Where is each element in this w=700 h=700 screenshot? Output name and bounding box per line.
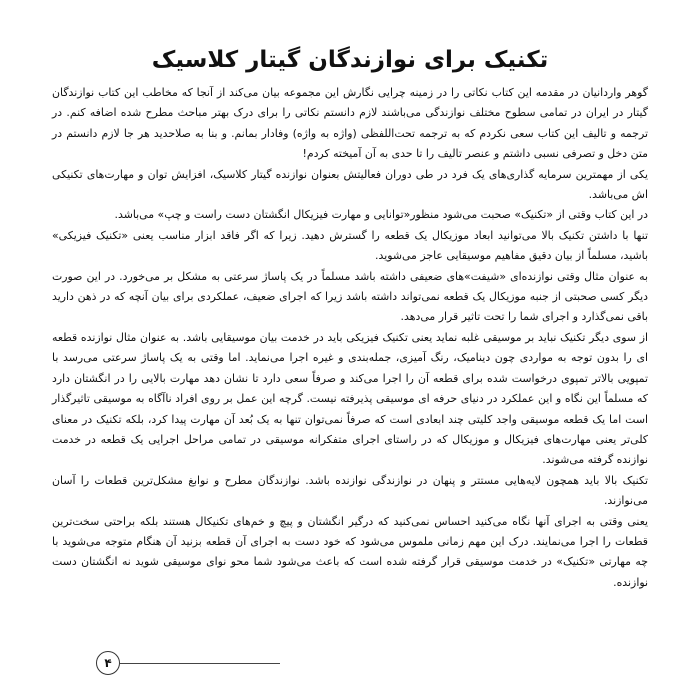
paragraph: به عنوان مثال وقتی نوازنده‌ای «شیفت»های ضعیفی داشته باشد مسلماً در یک پاساژ سرعتی به مشکل بر می‌خورد. در این صورت دیگر کسی صحبتی از جنبه موزیکال یک قطعه نمی‌تواند داشته باشد زیرا که اجرای ضعیف، عملکردی برای بیان آنچه که در ذهن دارید باقی نمی‌گذارد و اجرای شما را تحت تاثیر قرار می‌دهد. <box>52 269 648 324</box>
body-text <box>52 83 648 593</box>
page-number: ۴ <box>96 651 120 675</box>
page-title: تکنیک برای نوازندگان گیتار کلاسیک <box>151 47 549 74</box>
paragraph: تنها با داشتن تکنیک بالا می‌توانید ابعاد موزیکال یک قطعه را گسترش دهید. زیرا که اگر فاقد ابزار مناسب یعنی «تکنیک فیزیکی» باشید، مسلماً از بیان دقیق مفاهیم موسیقایی عاجز می‌شوید. <box>52 228 648 263</box>
paragraph: یعنی وقتی به اجرای آنها نگاه می‌کنید احساس نمی‌کنید که درگیر انگشتان و پیچ و خم‌های تکنیکال هستند بلکه براحتی سخت‌ترین قطعات را اجرا می‌نمایند. درک این مهم زمانی ملموس می‌شود که خود دست به اجرای آن قطعه بزنید آن هنگام متوجه می‌شوید با چه مهارتی «تکنیک» در خدمت موسیقی قرار گرفته شده است که باعث می‌شود شما محو نوای موسیقی شوید نه انگشتان دست نوازنده. <box>52 514 648 589</box>
paragraph: از سوی دیگر تکنیک نباید بر موسیقی غلبه نماید یعنی تکنیک فیزیکی باید در خدمت بیان موسیقایی باشد. به عنوان مثال نوازنده قطعه ای را بدون توجه به مواردی چون دینامیک، رنگ آمیزی، جمله‌بندی و غیره اجرا می‌نماید. اما وقتی به یک پاساژ سرعتی می‌رسد با تمپویی بالاتر تمپوی درخواست شده برای قطعه آن را اجرا می‌کند و صرفاً سعی دارد تا نشان دهد مهارت بالایی را در انگشتان دارد که مسلماً این نگاه و این عملکرد در دنیای حرفه ای موسیقی پذیرفته نیست. گرچه این عمل بر روی افراد ناآگاه به موسیقی تاثیرگذار است اما یک قطعه موسیقی واجد کلیتی چند ابعادی است که صرفاً نمی‌توان تنها به یک بُعد آن مهارت پیدا کرد، بلکه تکنیک در معنای کلی‌تر یعنی مهارت‌های فیزیکال و موزیکال که در راستای اجرای متفکرانه موسیقی در تمامی مراحل اجرایی یک قطعه در خدمت نوازنده گرفته می‌شوند. <box>52 330 648 467</box>
paragraph: یکی از مهمترین سرمایه گذاری‌های یک فرد در طی دوران فعالیتش بعنوان نوازنده گیتار کلاسیک، افزایش توان و مهارت‌های تکنیکی اش می‌باشد. <box>52 167 648 202</box>
page-footer <box>96 651 286 675</box>
paragraph: در این کتاب وقتی از «تکنیک» صحبت می‌شود منظور«توانایی و مهارت فیزیکال انگشتان دست راست و چپ» می‌باشد. <box>114 208 648 222</box>
paragraph: گوهر واردانیان در مقدمه این کتاب نکاتی را در زمینه چرایی نگارش این مجموعه بیان می‌کند از آنجا که مخاطب این کتاب نوازندگان گیتار در ایران در تمامی سطوح مختلف نوازندگی می‌باشند لازم دانستم نکاتی را برای درک بهتر مباحث مطرح شده اضافه کنم. در ترجمه و تالیف این کتاب سعی نکردم که به ترجمه تحت‌اللفظی (واژه به واژه) وفادار بمانم. و بنا به صلاحدید هر جا لازم دانستم در متن دخل و تصرفی نسبی داشتم و عنصر تالیف را تا حدی به آن آمیخته کردم! <box>52 86 648 161</box>
footer-rule <box>120 663 280 664</box>
paragraph: تکنیک بالا باید همچون لایه‌هایی مستتر و پنهان در نوازندگی نوازنده باشد. نوازندگان مطرح و نوابغ مشکل‌ترین قطعات را آسان می‌نوازند. <box>52 473 648 508</box>
